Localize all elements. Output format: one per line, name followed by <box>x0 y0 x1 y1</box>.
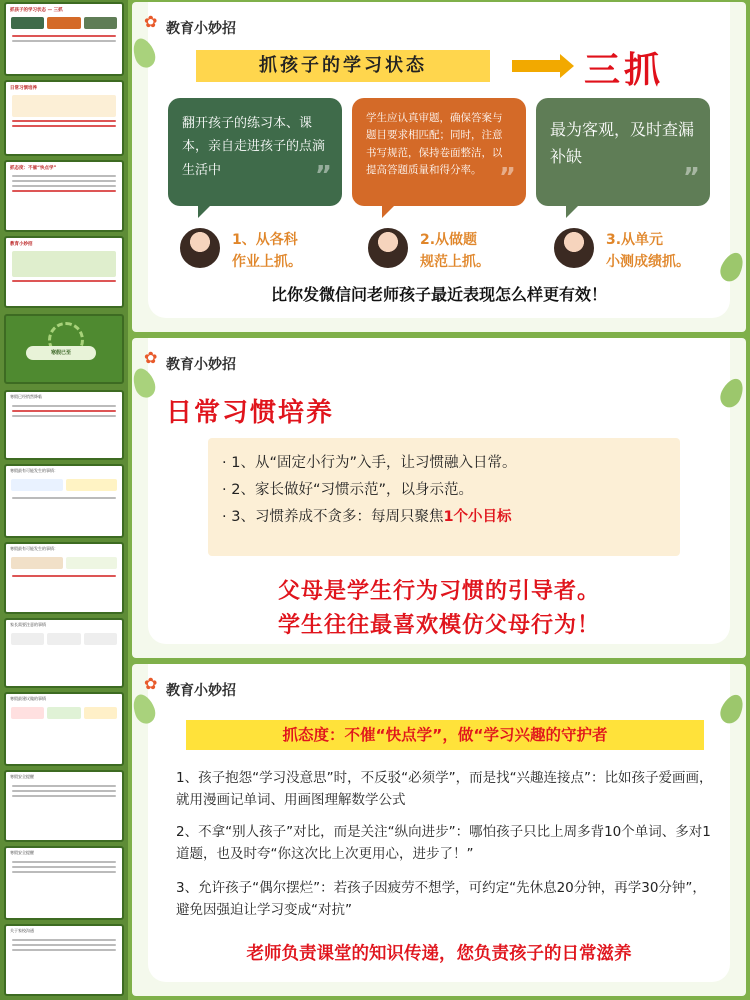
highlight-text: 1个小目标 <box>443 508 512 525</box>
slide-thumbnail-12[interactable] <box>4 846 124 920</box>
slide-thumbnail-7[interactable] <box>4 464 124 538</box>
three-grabs-title: 三抓 <box>584 50 665 91</box>
paragraph-2: 2、不拿“别人孩子”对比，而是关注“纵向进步”：哪怕孩子只比上周多背10个单词、多对1道题，也及时夸“你这次比上次更用心，进步了！” <box>176 824 711 862</box>
slide-thumbnail-8[interactable] <box>4 542 124 614</box>
avatar <box>178 226 222 270</box>
thumbnail-title: 抓态度：不催“快点学” <box>10 166 57 171</box>
tip-card-3 <box>536 98 710 206</box>
list-item: · 1、从“固定小行为”入手，让习惯融入日常。 <box>222 455 517 471</box>
speech-tail <box>198 204 212 218</box>
method-label-2: 2.从做题 规范上抓。 <box>420 232 490 270</box>
thumbnail-title: 教育小妙招 <box>10 242 33 247</box>
speech-tail <box>566 204 580 218</box>
quote-icon: ” <box>314 161 332 192</box>
slide-daily-habits <box>132 338 746 658</box>
thumbnail-title: 日常习惯培养 <box>10 86 37 91</box>
slide-three-grabs <box>132 2 746 332</box>
section-header: 教育小妙招 <box>166 683 236 699</box>
page-title: 日常习惯培养 <box>166 398 335 428</box>
list-item <box>222 506 666 529</box>
slide-attitude <box>132 664 746 996</box>
emphasis-line-2: 学生往往最喜欢模仿父母行为！ <box>277 613 600 638</box>
thumbnail-title: 寒假最建议做的事情 <box>10 696 46 701</box>
paragraph-1: 1、孩子抱怨“学习没意思”时，不反驳“必须学”，而是找“兴趣连接点”：比如孩子爱画画，就用漫画记单词、用画图理解数学公式 <box>176 770 713 808</box>
learning-status-banner: 抓孩子的学习状态 <box>196 50 490 82</box>
tip-card-2 <box>352 98 526 206</box>
slide-thumbnail-13[interactable] <box>4 924 124 996</box>
flower-icon: ✿ <box>144 12 158 31</box>
flower-icon: ✿ <box>144 348 158 367</box>
thumbnail-title: 寒假已至 <box>26 346 96 360</box>
section-header: 教育小妙招 <box>166 21 236 37</box>
slide-thumbnail-5[interactable] <box>4 314 124 384</box>
avatar <box>366 226 410 270</box>
thumbnail-title: 寒假最有可能发生的事情： <box>10 546 58 551</box>
list-item: · 2、家长做好“习惯示范”，以身示范。 <box>222 481 473 498</box>
speech-tail <box>382 204 396 218</box>
panel-conclusion: 比你发微信问老师孩子最近表现怎么样更有效！ <box>270 285 607 304</box>
tip-card-text: 最为客观，及时查漏补缺 <box>550 120 695 167</box>
attitude-banner: 抓态度：不催“快点学”，做“学习兴趣的守护者 <box>186 720 704 750</box>
thumbnail-title: 抓孩子的学习状态 — 三抓 <box>10 8 63 13</box>
slide-thumbnail-6[interactable] <box>4 390 124 460</box>
thumbnail-title: 寒假已经悄然降临 <box>10 394 42 399</box>
section-header: 教育小妙招 <box>166 357 236 373</box>
panel-conclusion: 老师负责课堂的知识传递，您负责孩子的日常滋养 <box>246 944 632 964</box>
tip-card-1 <box>168 98 342 206</box>
list-item-text: · 3、习惯养成不贪多：每周只聚焦 <box>222 508 444 525</box>
emphasis-line-1: 父母是学生行为习惯的引导者。 <box>277 579 600 604</box>
right-arrow-icon <box>512 60 562 72</box>
method-label-3: 3.从单元 小测成绩抓。 <box>606 232 690 270</box>
thumbnail-title: 寒假安全提醒 <box>10 774 34 779</box>
quote-icon: ” <box>682 162 700 193</box>
slide-thumbnail-9[interactable] <box>4 618 124 688</box>
thumbnail-title: 寒假最有可能发生的事情： <box>10 468 58 473</box>
slide-thumbnail-3[interactable] <box>4 160 124 232</box>
habit-list <box>208 438 680 556</box>
slide-thumbnail-strip <box>0 0 128 1000</box>
thumbnail-title: 关于家校沟通 <box>10 928 34 933</box>
slide-thumbnail-1[interactable] <box>4 2 124 76</box>
tip-card-text: 翻开孩子的练习本、课本，亲自走进孩子的点滴生活中 <box>182 116 326 178</box>
slide-thumbnail-4[interactable] <box>4 236 124 308</box>
paragraph-3: 3、允许孩子“偶尔摆烂”：若孩子因疲劳不想学，可约定“先休息20分钟，再学30分钟”，避免因强迫让学习变成“对抗” <box>176 880 706 918</box>
slide-thumbnail-10[interactable] <box>4 692 124 766</box>
quote-icon: ” <box>498 163 516 194</box>
tip-card-text: 学生应认真审题，确保答案与题目要求相匹配；同时，注意书写规范，保持卷面整洁，以提高答题质量和得分率。 <box>366 112 503 176</box>
method-label-1: 1、从各科 作业上抓。 <box>232 232 302 270</box>
thumbnail-title: 寒假安全提醒 <box>10 850 34 855</box>
avatar <box>552 226 596 270</box>
slide-thumbnail-2[interactable] <box>4 80 124 156</box>
thumbnail-title: 家长需要注意的事情 <box>10 622 46 627</box>
flower-icon: ✿ <box>144 674 158 693</box>
slide-thumbnail-11[interactable] <box>4 770 124 842</box>
